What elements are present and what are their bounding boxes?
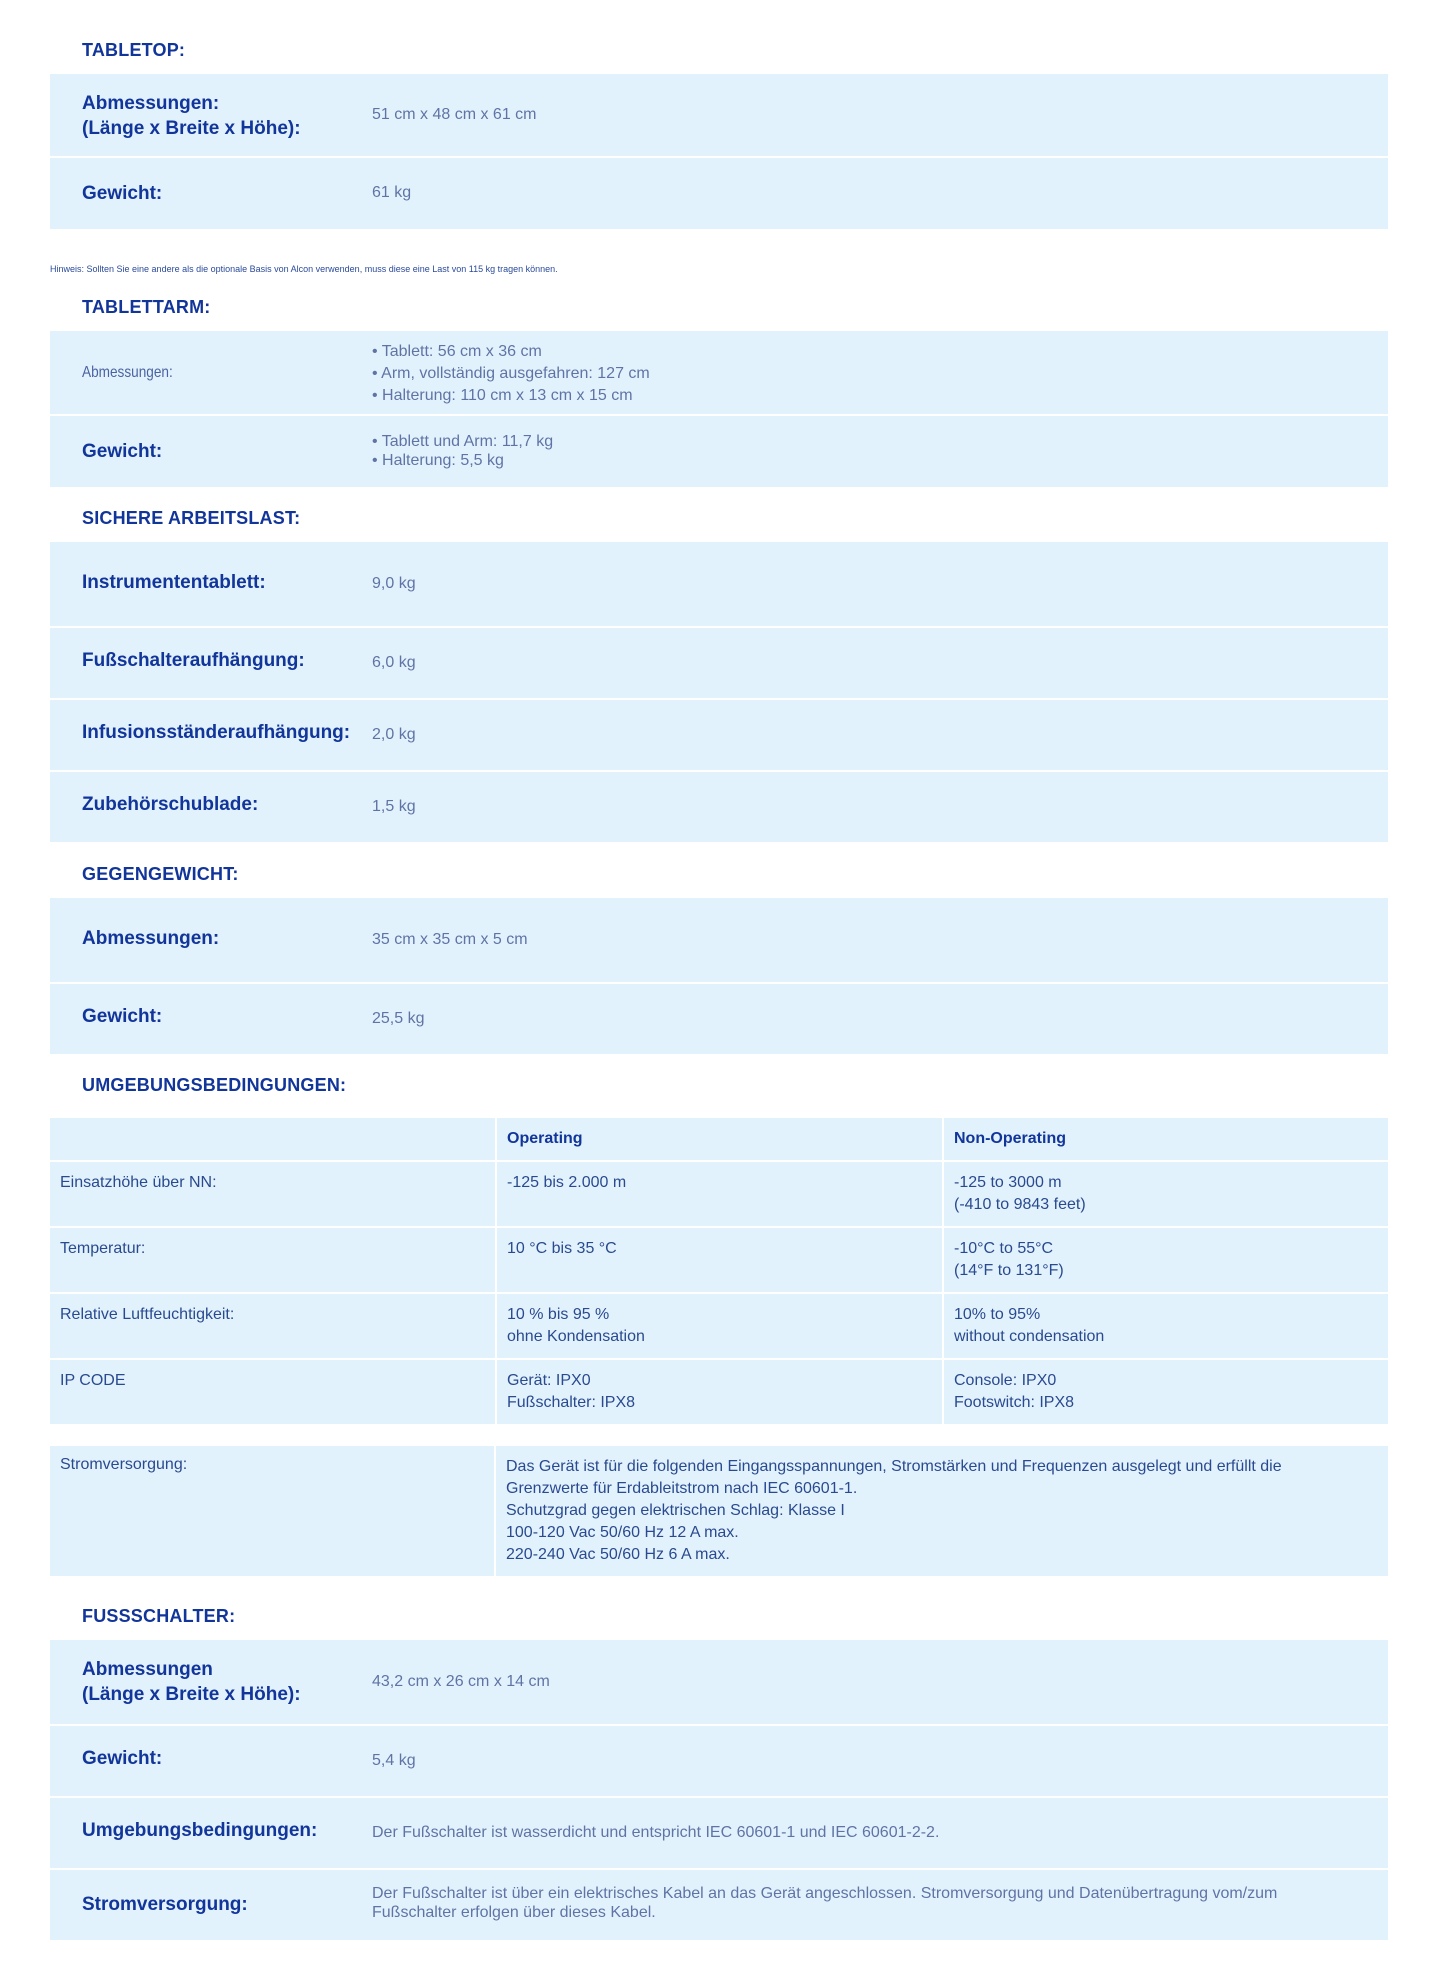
row-label: Gewicht: bbox=[82, 1006, 163, 1027]
table-cell: -10°C to 55°C (14°F to 131°F) bbox=[943, 1227, 1388, 1293]
row-value: 61 kg bbox=[372, 184, 412, 201]
table-row bbox=[50, 1359, 1388, 1425]
divider bbox=[494, 1446, 496, 1576]
table-header-row bbox=[50, 1118, 1388, 1161]
table-row bbox=[50, 1227, 1388, 1293]
row-label: Stromversorgung: bbox=[82, 1894, 248, 1915]
section-title-tablettarm: TABLETTARM: bbox=[82, 297, 211, 317]
table-row bbox=[50, 1161, 1388, 1227]
row-label: Infusionsständeraufhängung: bbox=[82, 722, 351, 743]
section-title-umgebung: UMGEBUNGSBEDINGUNGEN: bbox=[82, 1075, 347, 1095]
row-value: • Tablett: 56 cm x 36 cm • Arm, vollständig ausgefahren: 127 cm • Halterung: 110 cm x 13 cm x 15 cm bbox=[372, 343, 650, 404]
section-title-fussschalter: FUSSSCHALTER: bbox=[82, 1606, 236, 1626]
footswitch-weight-row bbox=[50, 1726, 1388, 1796]
row-label: Gewicht: bbox=[82, 183, 163, 204]
row-value: 1,5 kg bbox=[372, 798, 416, 815]
row-value: 51 cm x 48 cm x 61 cm bbox=[372, 106, 537, 123]
load-row bbox=[50, 772, 1388, 842]
load-row bbox=[50, 700, 1388, 770]
tabletop-weight-row bbox=[50, 158, 1388, 229]
table-header-cell bbox=[50, 1118, 496, 1161]
table-cell-label: Einsatzhöhe über NN: bbox=[50, 1161, 496, 1227]
table-cell: 10 °C bis 35 °C bbox=[496, 1227, 943, 1293]
power-supply-block bbox=[50, 1446, 1388, 1576]
table-cell: 10% to 95% without condensation bbox=[943, 1293, 1388, 1359]
table-header-cell: Operating bbox=[496, 1118, 943, 1161]
table-cell-label: Relative Luftfeuchtigkeit: bbox=[50, 1293, 496, 1359]
row-label: Gewicht: bbox=[82, 441, 163, 462]
table-cell: -125 to 3000 m (-410 to 9843 feet) bbox=[943, 1161, 1388, 1227]
row-value: Der Fußschalter ist über ein elektrisches Kabel an das Gerät angeschlossen. Stromversorgung und Datenübertragung vom/zum Fußschalter erfolgen über dieses Kabel. bbox=[372, 1885, 1278, 1921]
table-cell: Console: IPX0 Footswitch: IPX8 bbox=[943, 1359, 1388, 1425]
row-value: 6,0 kg bbox=[372, 654, 416, 671]
table-cell: Gerät: IPX0 Fußschalter: IPX8 bbox=[496, 1359, 943, 1425]
table-cell-label: IP CODE bbox=[50, 1359, 496, 1425]
power-supply-text: Das Gerät ist für die folgenden Eingangsspannungen, Stromstärken und Frequenzen ausgelegt und erfüllt die Grenzwerte für Erdableitstrom nach IEC 60601-1. Schutzgrad gegen elektrischen Schlag: Klasse I 100-120 Vac 50/60 Hz 12 A max. 220-240 Vac 50/60 Hz 6 A max. bbox=[506, 1458, 1282, 1563]
row-value: 9,0 kg bbox=[372, 575, 416, 592]
table-row bbox=[50, 1293, 1388, 1359]
table-cell: -125 bis 2.000 m bbox=[496, 1161, 943, 1227]
footswitch-dimensions-row bbox=[50, 1640, 1388, 1724]
load-row bbox=[50, 542, 1388, 626]
row-label: Fußschalteraufhängung: bbox=[82, 650, 305, 671]
row-label: Instrumententablett: bbox=[82, 572, 266, 593]
table-cell-label: Temperatur: bbox=[50, 1227, 496, 1293]
row-label: Gewicht: bbox=[82, 1748, 163, 1769]
table-cell: 10 % bis 95 % ohne Kondensation bbox=[496, 1293, 943, 1359]
tabletop-note: Hinweis: Sollten Sie eine andere als die optionale Basis von Alcon verwenden, muss diese eine Last von 115 kg tragen können. bbox=[50, 264, 558, 274]
footswitch-power-row bbox=[50, 1870, 1388, 1940]
table-header-cell: Non-Operating bbox=[943, 1118, 1388, 1161]
row-label: Umgebungsbedingungen: bbox=[82, 1820, 318, 1841]
row-value: 2,0 kg bbox=[372, 726, 416, 743]
row-label: Abmessungen: (Länge x Breite x Höhe): bbox=[82, 93, 301, 139]
row-label: Abmessungen: bbox=[82, 928, 220, 949]
tabletop-dimensions-row bbox=[50, 74, 1388, 156]
section-title-arbeitslast: SICHERE ARBEITSLAST: bbox=[82, 508, 301, 528]
environment-table bbox=[50, 1118, 1388, 1426]
tablettarm-weight-row bbox=[50, 416, 1388, 487]
row-value: 43,2 cm x 26 cm x 14 cm bbox=[372, 1673, 550, 1690]
counterweight-row bbox=[50, 898, 1388, 982]
section-title-tabletop: TABLETOP: bbox=[82, 40, 186, 60]
row-value: Der Fußschalter ist wasserdicht und entspricht IEC 60601-1 und IEC 60601-2-2. bbox=[372, 1824, 940, 1841]
row-value: • Tablett und Arm: 11,7 kg • Halterung: 5,5 kg bbox=[372, 433, 554, 469]
row-value: 35 cm x 35 cm x 5 cm bbox=[372, 931, 528, 948]
section-title-gegengewicht: GEGENGEWICHT: bbox=[82, 864, 239, 884]
row-value: 25,5 kg bbox=[372, 1010, 425, 1027]
row-label: Abmessungen: bbox=[82, 364, 173, 381]
row-label: Zubehörschublade: bbox=[82, 794, 259, 815]
footswitch-environment-row bbox=[50, 1798, 1388, 1868]
power-supply-label: Stromversorgung: bbox=[60, 1456, 188, 1473]
row-label: Abmessungen (Länge x Breite x Höhe): bbox=[82, 1659, 301, 1705]
counterweight-row bbox=[50, 984, 1388, 1054]
load-row bbox=[50, 628, 1388, 698]
tablettarm-dimensions-row bbox=[50, 331, 1388, 414]
row-value: 5,4 kg bbox=[372, 1752, 416, 1769]
